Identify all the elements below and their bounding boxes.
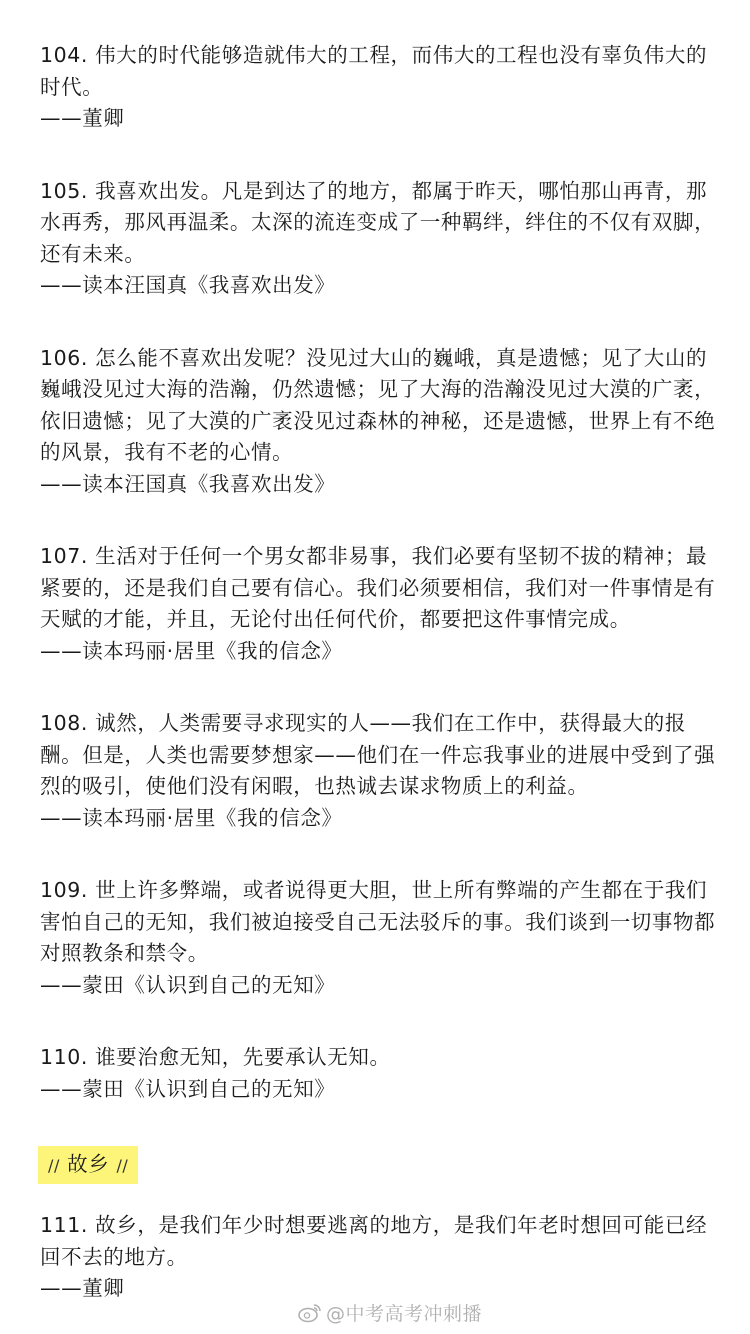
section-suffix: //	[116, 1156, 129, 1175]
section-heading	[38, 1146, 138, 1184]
quote-111	[40, 1210, 716, 1305]
quote-source: ——蒙田《认识到自己的无知》	[40, 972, 336, 997]
quote-108	[40, 708, 716, 834]
quote-source: ——读本汪国真《我喜欢出发》	[40, 471, 336, 496]
quote-text: 105. 我喜欢出发。凡是到达了的地方，都属于昨天，哪怕那山再青，那水再秀，那风再温柔。太深的流连变成了一种羁绊，绊住的不仅有双脚，还有未来。	[40, 178, 716, 266]
quote-source: ——读本玛丽·居里《我的信念》	[40, 805, 343, 830]
quote-text: 104. 伟大的时代能够造就伟大的工程，而伟大的工程也没有辜负伟大的时代。	[40, 43, 708, 99]
quote-source: ——读本玛丽·居里《我的信念》	[40, 638, 343, 663]
quote-text: 106. 怎么能不喜欢出发呢？没见过大山的巍峨，真是遗憾；见了大山的巍峨没见过大海的浩瀚，仍然遗憾；见了大海的浩瀚没见过大漠的广袤，依旧遗憾；见了大漠的广袤没见过森林的神秘，还是遗憾，世界上有不绝的风景，我有不老的心情。	[40, 345, 716, 464]
quote-text: 107. 生活对于任何一个男女都非易事，我们必要有坚韧不拔的精神；最紧要的，还是我们自己要有信心。我们必须要相信，我们对一件事情是有天赋的才能，并且，无论付出任何代价，都要把这件事情完成。	[40, 544, 716, 631]
quote-107	[40, 541, 716, 667]
quote-source: ——蒙田《认识到自己的无知》	[40, 1076, 336, 1101]
weibo-icon	[298, 1303, 322, 1323]
quote-109	[40, 875, 716, 1001]
quote-text: 111. 故乡，是我们年少时想要逃离的地方，是我们年老时想回可能已经回不去的地方。	[40, 1213, 708, 1269]
quote-text: 108. 诚然，人类需要寻求现实的人——我们在工作中，获得最大的报酬。但是，人类也需要梦想家——他们在一件忘我事业的进展中受到了强烈的吸引，使他们没有闲暇，也热诚去谋求物质上的利益。	[40, 711, 716, 798]
quote-source: ——读本汪国真《我喜欢出发》	[40, 273, 336, 297]
quote-source: ——董卿	[40, 1276, 125, 1300]
quote-105	[40, 176, 716, 302]
quote-106	[40, 343, 716, 501]
section-prefix: //	[48, 1156, 60, 1175]
quote-110	[40, 1042, 716, 1105]
quote-text: 109. 世上许多弊端，或者说得更大胆，世上所有弊端的产生都在于我们害怕自己的无知，我们被迫接受自己无法驳斥的事。我们谈到一切事物都对照教条和禁令。	[40, 878, 716, 965]
quote-text: 110. 谁要治愈无知，先要承认无知。	[40, 1045, 391, 1069]
watermark-text: @中考高考冲刺播	[325, 1303, 482, 1325]
watermark	[298, 1299, 482, 1326]
quote-104	[40, 40, 716, 135]
quote-source: ——董卿	[40, 106, 125, 130]
section-title: 故乡	[67, 1152, 110, 1176]
